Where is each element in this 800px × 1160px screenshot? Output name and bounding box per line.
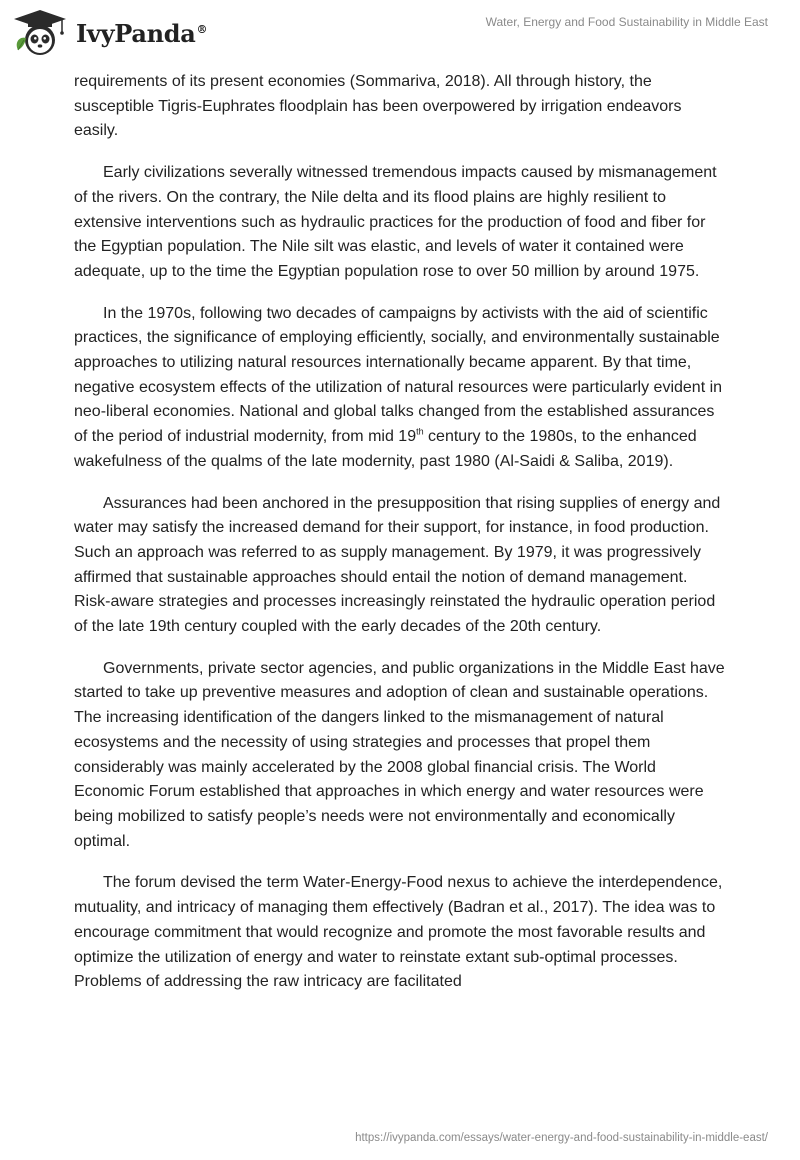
essay-body: [74, 70, 728, 1012]
paragraph: Governments, private sector agencies, and public organizations in the Middle East have started to take up preventive measures and adoption of clean and sustainable operations. The increasing identification of the dangers linked to the mismanagement of natural ecosystems and the necessity of using strategies and processes that propel them considerably was mainly accelerated by the 2008 global financial crisis. The World Economic Forum established that approaches in which energy and water resources were being mobilized to satisfy people’s needs were not environmentally and economically optimal.: [74, 659, 725, 850]
paragraph: Assurances had been anchored in the presupposition that rising supplies of energy and water may satisfy the increased demand for their support, for instance, in food production. Such an approach was referred to as supply management. By 1979, it was progressively affirmed that sustainable approaches should entail the notion of demand management. Risk-aware strategies and processes increasingly reinstated the hydraulic operation period of the late 19th century coupled with the early decades of the 20th century.: [74, 494, 721, 636]
panda-graduate-icon: [10, 8, 70, 58]
paragraph: requirements of its present economies (Sommariva, 2018). All through history, the susceptible Tigris-Euphrates floodplain has been overpowered by irrigation endeavors easily.: [74, 73, 682, 140]
brand-name: IvyPanda®: [76, 18, 208, 48]
document-title: Water, Energy and Food Sustainability in Middle East: [485, 15, 768, 29]
source-url-link[interactable]: https://ivypanda.com/essays/water-energy-and-food-sustainability-in-middle-east/: [355, 1132, 768, 1144]
page-header: [0, 0, 800, 70]
paragraph: Early civilizations severally witnessed tremendous impacts caused by mismanagement of the rivers. On the contrary, the Nile delta and its flood plains are highly resilient to extensive interventions such as hydraulic practices for the production of food and fiber for the Egyptian population. The Nile silt was elastic, and levels of water it contained were adequate, up to the time the Egyptian population rose to over 50 million by around 1975.: [74, 164, 717, 280]
paragraph: In the 1970s, following two decades of campaigns by activists with the aid of scientific practices, the significance of employing efficiently, socially, and environmentally sustainable approaches to utilizing natural resources internationally became apparent. By that time, negative ecosystem effects of the utilization of natural resources were particularly evident in neo-liberal economies. National and global talks changed from the established assurances of the period of industrial modernity, from mid 19th century to the 1980s, to the enhanced wakefulness of the qualms of the late modernity, past 1980 (Al-Saidi & Saliba, 2019).: [74, 304, 723, 470]
paragraph: The forum devised the term Water-Energy-Food nexus to achieve the interdependence, mutuality, and intricacy of managing them effectively (Badran et al., 2017). The idea was to encourage commitment that would recognize and promote the most favorable results and optimize the utilization of energy and water to reinstate extant sub-optimal processes. Problems of addressing the raw intricacy are facilitated: [74, 874, 723, 991]
ivypanda-logo[interactable]: [10, 8, 207, 58]
